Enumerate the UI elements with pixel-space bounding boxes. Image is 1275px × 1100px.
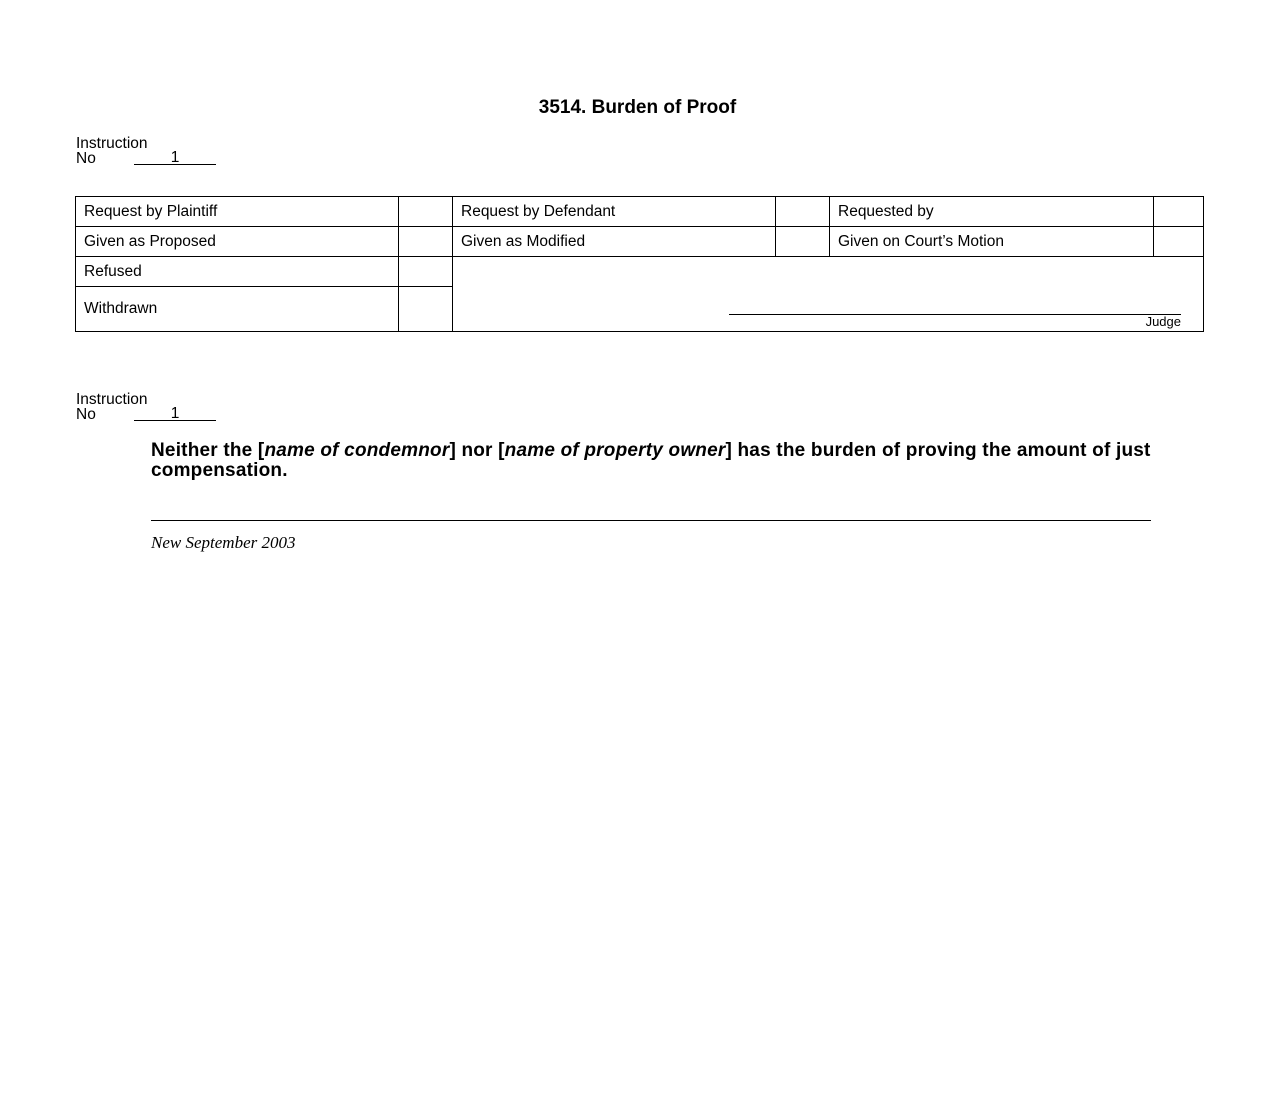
given-on-courts-motion-checkbox[interactable] (1154, 227, 1204, 257)
request-by-plaintiff-label: Request by Plaintiff (76, 197, 399, 227)
instruction-text (151, 441, 1151, 481)
refused-label: Refused (76, 257, 399, 287)
instruction-text-part-2: ] nor [ (449, 440, 505, 461)
refused-checkbox[interactable] (399, 257, 453, 287)
judge-signature-cell (453, 257, 1204, 332)
withdrawn-checkbox[interactable] (399, 287, 453, 332)
instruction-text-part-1: Neither the [ (151, 440, 265, 461)
instruction-label: Instruction (76, 135, 148, 152)
page-title: 3514. Burden of Proof (538, 97, 737, 118)
given-as-modified-label: Given as Modified (453, 227, 776, 257)
instruction-no-value: 1 (134, 407, 216, 421)
instruction-number-block-2 (76, 392, 216, 422)
instruction-no-label: No (76, 150, 96, 167)
judge-label: Judge (1145, 314, 1181, 329)
revision-note: New September 2003 (151, 533, 296, 552)
request-by-defendant-checkbox[interactable] (776, 197, 830, 227)
requested-by-checkbox[interactable] (1154, 197, 1204, 227)
requested-by-label: Requested by (830, 197, 1154, 227)
instruction-no-value: 1 (134, 151, 216, 165)
condemnor-placeholder: name of condemnor (264, 440, 450, 461)
divider-rule (151, 520, 1151, 521)
given-as-proposed-checkbox[interactable] (399, 227, 453, 257)
request-by-plaintiff-checkbox[interactable] (399, 197, 453, 227)
property-owner-placeholder: name of property owner (504, 440, 726, 461)
request-status-table (75, 196, 1204, 332)
withdrawn-label: Withdrawn (76, 287, 399, 332)
request-by-defendant-label: Request by Defendant (453, 197, 776, 227)
instruction-text-part-3: ] has the burden of proving the amount of just compensation. (151, 440, 1151, 481)
given-as-modified-checkbox[interactable] (776, 227, 830, 257)
judge-signature-line[interactable] (729, 314, 1181, 315)
instruction-label: Instruction (76, 391, 148, 408)
instruction-number-block (76, 136, 216, 166)
given-as-proposed-label: Given as Proposed (76, 227, 399, 257)
given-on-courts-motion-label: Given on Court’s Motion (830, 227, 1154, 257)
instruction-no-label: No (76, 406, 96, 423)
